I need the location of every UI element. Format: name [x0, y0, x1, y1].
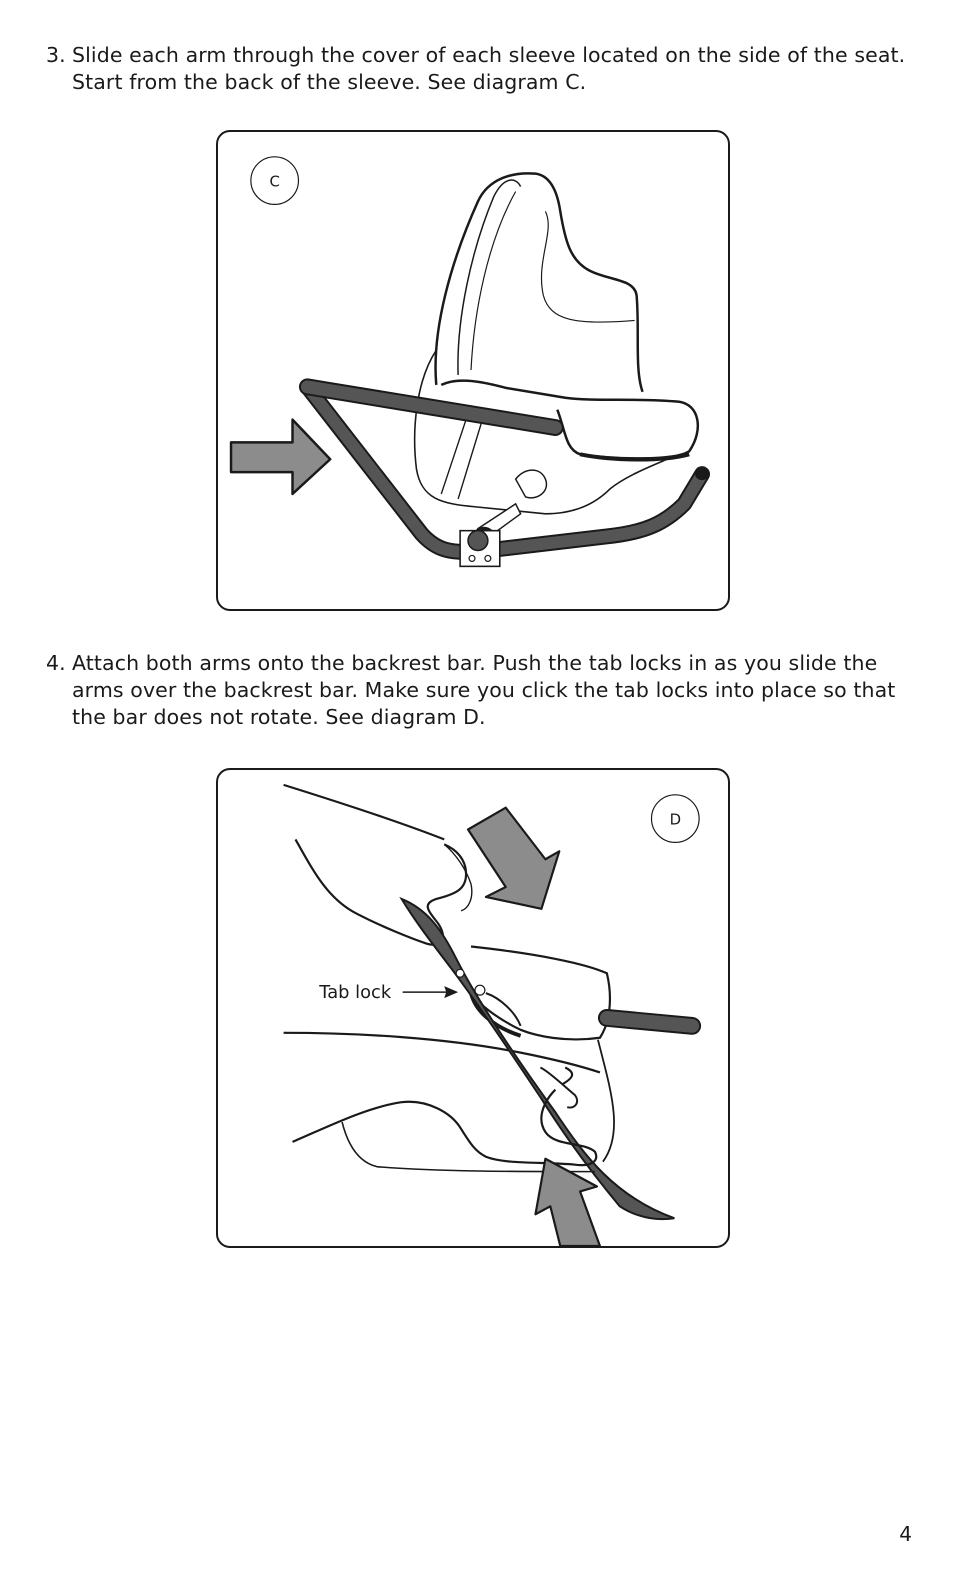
direction-arrow-right [231, 420, 330, 494]
diagram-label: C [269, 172, 280, 191]
tab-lock-button [456, 969, 464, 977]
knob-handle [516, 470, 547, 498]
bracket-pivot [468, 531, 488, 551]
diagram-c [216, 130, 730, 611]
step-4-instruction [46, 650, 906, 731]
seat-base-right [598, 1040, 614, 1162]
diagram-d [216, 768, 730, 1248]
diagram-label: D [669, 810, 682, 829]
seat-crease-line [458, 415, 484, 499]
page-number: 4 [899, 1522, 912, 1546]
direction-arrow-down [468, 808, 559, 909]
step-text-line: arms over the backrest bar. Make sure you click the tab locks into place so that [72, 678, 896, 702]
tab-lock-callout: Tab lock [319, 982, 392, 1004]
step-text-line: Slide each arm through the cover of each sleeve located on the side of the seat. [72, 43, 906, 67]
step-text-line: Start from the back of the sleeve. See diagram C. [72, 70, 587, 94]
step-number: 3. [46, 43, 66, 67]
tab-lock-button [475, 985, 485, 995]
arm-bar-end [695, 468, 709, 480]
upper-arm-outline [284, 785, 445, 840]
diagram-c-illustration [218, 132, 728, 609]
callout-arrow-head [444, 986, 458, 998]
step-text-line: the bar does not rotate. See diagram D. [72, 705, 486, 729]
upper-hand [295, 839, 466, 944]
backrest-bar [607, 1018, 692, 1026]
diagram-d-illustration [218, 770, 728, 1246]
step-text-line: Attach both arms onto the backrest bar. Push the tab locks in as you slide the [72, 651, 878, 675]
step-3-instruction [46, 42, 906, 96]
step-number: 4. [46, 651, 66, 675]
